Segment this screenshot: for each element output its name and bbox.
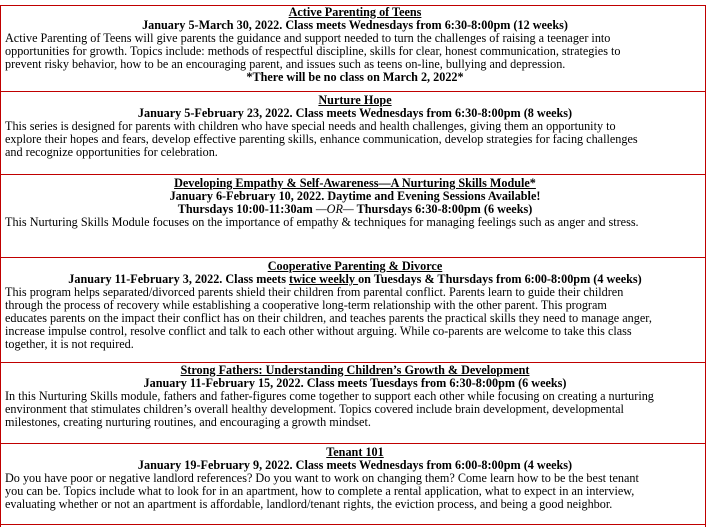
description-line: evaluating whether or not an apartment is affordable, landlord/tenant rights, the eviction process, and being a good neighbor. — [5, 497, 613, 511]
bottom-divider — [0, 524, 706, 525]
section-description — [5, 390, 705, 429]
section-dates: January 6-February 10, 2022. Daytime and Evening Sessions Available! — [169, 189, 541, 203]
section-title: Cooperative Parenting & Divorce — [267, 259, 443, 273]
section-title: Active Parenting of Teens — [288, 5, 422, 19]
section-dates: January 5-March 30, 2022. Class meets Wednesdays from 6:30-8:00pm (12 weeks) — [142, 18, 568, 32]
section-description — [5, 216, 705, 229]
section-dates: January 11-February 15, 2022. Class meets Tuesdays from 6:30-8:00pm (6 weeks) — [143, 376, 567, 390]
description-line: This Nurturing Skills Module focuses on the importance of empathy & techniques for managing feelings such as anger and stress. — [5, 215, 639, 229]
description-line: educates parents on the impact their conflict has on their children, and teaches parents the practical skills they need to manage anger, — [5, 311, 652, 325]
section-nurture-hope — [0, 91, 706, 174]
section-dates: January 5-February 23, 2022. Class meets Wednesdays from 6:30-8:00pm (8 weeks) — [137, 106, 573, 120]
section-note: *There will be no class on March 2, 2022* — [246, 70, 464, 84]
section-description — [5, 286, 705, 351]
section-cooperative-parenting — [0, 257, 706, 362]
description-line: and recognize opportunities for celebration. — [5, 145, 218, 159]
description-line: together, it is not required. — [5, 337, 134, 351]
description-line: increase impulse control, resolve conflict and talk to each other without arguing. While co-parents are welcome to take this class — [5, 324, 632, 338]
dates-start: January 11-February 3, 2022. Class meets — [68, 272, 290, 286]
section-strong-fathers — [0, 362, 706, 443]
section-title: Nurture Hope — [318, 93, 392, 107]
section-active-parenting — [0, 5, 706, 91]
description-line: you can be. Topics include what to look for in an apartment, how to complete a rental application, what to expect in an interview, — [5, 484, 635, 498]
section-title: Tenant 101 — [326, 445, 384, 459]
section-description — [5, 472, 705, 511]
description-line: In this Nurturing Skills module, fathers and father-figures come together to support each other while focusing on creating a nurturing — [5, 389, 654, 403]
description-line: explore their hopes and fears, develop effective parenting skills, enhance communication, develop strategies for facing challenges — [5, 132, 638, 146]
times-evening: Thursdays 6:30-8:00pm (6 weeks) — [353, 202, 533, 216]
section-description — [5, 32, 705, 71]
description-line: milestones, creating nurturing routines, and encouraging a growth mindset. — [5, 415, 371, 429]
dates-end: on Tuesdays & Thursdays from 6:00-8:00pm (4 weeks) — [358, 272, 642, 286]
section-developing-empathy — [0, 174, 706, 257]
description-line: Active Parenting of Teens will give parents the guidance and support needed to turn the challenges of raising a teenager into — [5, 31, 611, 45]
section-description — [5, 120, 705, 159]
section-tenant-101 — [0, 443, 706, 527]
times-daytime: Thursdays 10:00-11:30am — [177, 202, 316, 216]
section-dates: January 19-February 9, 2022. Class meets Wednesdays from 6:00-8:00pm (4 weeks) — [137, 458, 573, 472]
description-line: Do you have poor or negative landlord references? Do you want to work on changing them? Come learn how to be the best tenant — [5, 471, 639, 485]
description-line: opportunities for growth. Topics include: methods of respectful discipline, skills for clear, honest communication, strategies to — [5, 44, 621, 58]
description-line: This program helps separated/divorced parents shield their children from parental conflict. Parents learn to guide their children — [5, 285, 624, 299]
description-line: This series is designed for parents with children who have special needs and health challenges, giving them an opportunity to — [5, 119, 616, 133]
description-line: prevent risky behavior, how to be an encouraging parent, and issues such as teens on-line, bullying and depression. — [5, 57, 566, 71]
times-or: —OR— — [315, 202, 354, 216]
section-title: Strong Fathers: Understanding Children’s Growth & Development — [180, 363, 530, 377]
section-title: Developing Empathy & Self-Awareness—A Nurturing Skills Module* — [174, 176, 536, 190]
dates-emphasis: twice weekly — [289, 272, 359, 286]
description-line: through the process of recovery while establishing a cooperative long-term relationship with the other parent. This program — [5, 298, 607, 312]
description-line: environment that stimulates children’s overall healthy development. Topics covered include brain development, developmental — [5, 402, 624, 416]
